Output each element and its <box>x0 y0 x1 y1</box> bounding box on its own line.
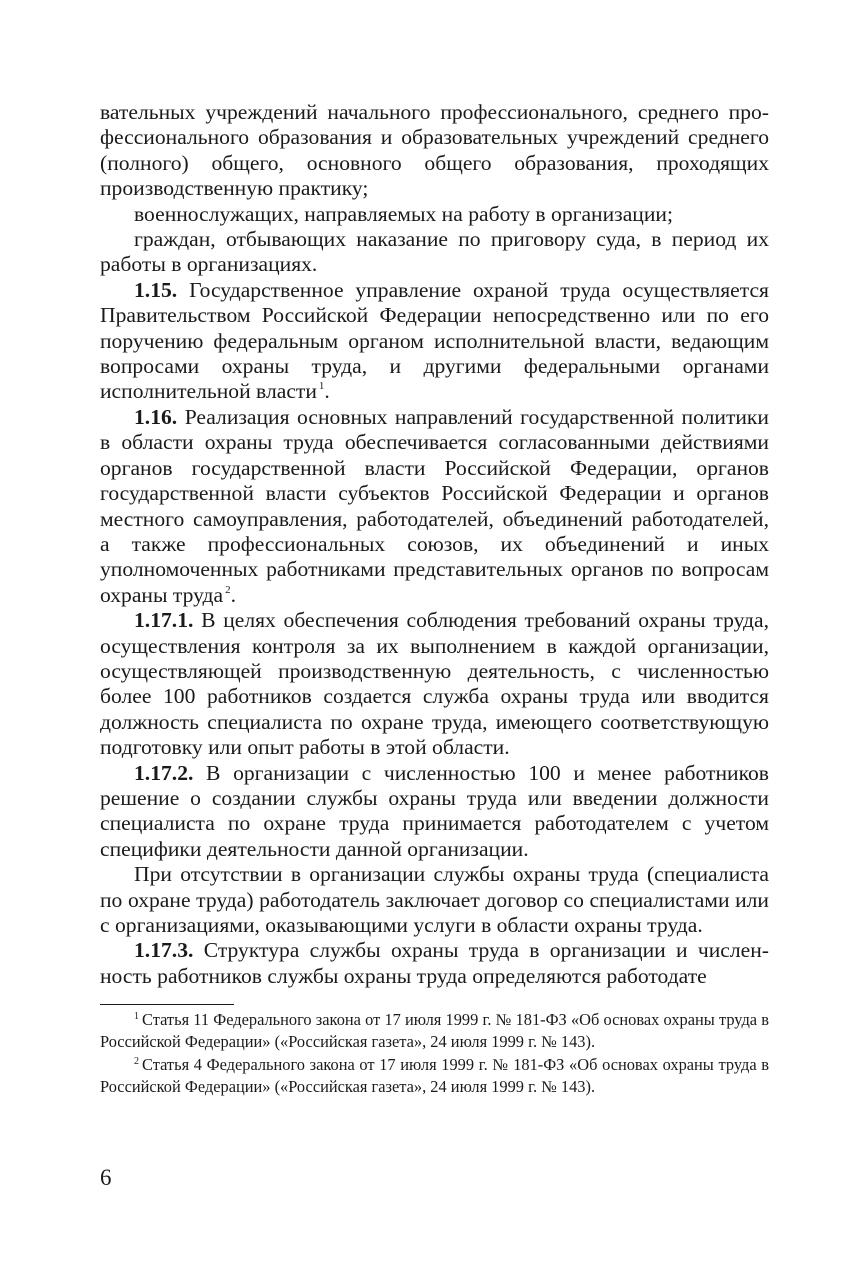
footnote-text: Статья 4 Федерального закона от 17 июля 1999 г. № 181-ФЗ «Об основах охраны труда в Российской Федерации» («Российская газета», 24 июля 1999 г. № 143). <box>100 1054 769 1096</box>
paragraph-1-17-1 <box>100 608 769 760</box>
footnote-2 <box>100 1054 769 1098</box>
paragraph-servicemen <box>100 202 769 227</box>
paragraph-text: вательных учреждений начального профессионального, среднего профессионального образования и образовательных учреждений среднего (полного) общего, основного общего образования, проходящих производственную практику; <box>100 100 769 201</box>
paragraph-text: В целях обеспечения соблюдения требований охраны труда, осуществления контроля за их выполнением в каждой организации, осуществляющей производственную деятельность, с численностью более 100 работников создается служба охраны труда или вводится должность специалиста по охране труда, имеющего соответствующую подготовку или опыт работы в этой области. <box>100 608 770 760</box>
paragraph-tail: . <box>230 582 237 607</box>
section-number: 1.17.2. <box>134 760 194 785</box>
paragraph-1-17-3 <box>100 938 769 989</box>
section-number: 1.16. <box>134 404 178 429</box>
section-number: 1.17.1. <box>134 608 194 633</box>
footnotes <box>100 1009 769 1098</box>
paragraph-text: Реализация основных направлений государственной политики в области охраны труда обеспечивается согласованными действиями органов государственной власти Российской Федерации, органов государственной власти субъектов Российской Федерации и органов местного самоуправления, работодателей, объединений работодателей, а также профессиональных союзов, их объединений и иных уполномоченных работниками представительных органов по вопросам охраны труда <box>100 404 769 607</box>
paragraph-contract <box>100 862 769 938</box>
paragraph-1-16 <box>100 405 769 608</box>
paragraph-convicts <box>100 227 769 278</box>
footnote-mark: 1 <box>134 1011 139 1023</box>
paragraph-text: В организации с численностью 100 и менее работников решение о создании службы охраны труда или введении должности специалиста по охране труда принимается работодателем с учетом специфики деятельности данной организации. <box>100 760 769 861</box>
footnote-divider <box>100 1004 234 1005</box>
page-content <box>100 100 769 1098</box>
footnote-ref: 1 <box>318 380 325 393</box>
section-number: 1.17.3. <box>134 938 194 963</box>
paragraph-text: Государственное управление охраной труда осуществляется Правительством Российской Федерации непосредственно или по его поручению федеральным органом исполнительной власти, ведающим вопросами охраны труда, и другими федеральными органами исполнительной власти <box>100 277 769 404</box>
footnote-text: Статья 11 Федерального закона от 17 июля 1999 г. № 181-ФЗ «Об основах охраны труда в Российской Федерации» («Российская газета», 24 июля 1999 г. № 143). <box>100 1010 769 1052</box>
paragraph-text: При отсутствии в организации службы охраны труда (специалиста по охране труда) работодатель заключает договор со специалистами или с организациями, оказывающими услуги в области охраны труда. <box>100 862 769 937</box>
section-number: 1.15. <box>134 277 178 302</box>
footnote-ref: 2 <box>225 583 231 596</box>
paragraph-text: граждан, отбывающих наказание по приговору суда, в период их работы в организациях. <box>100 227 769 277</box>
paragraph-1-15 <box>100 278 769 405</box>
paragraph-continuation <box>100 100 769 202</box>
page-number: 6 <box>100 1165 112 1190</box>
body-text <box>100 100 769 989</box>
paragraph-text: военнослужащих, направляемых на работу в организации; <box>134 201 673 226</box>
paragraph-tail: . <box>324 379 330 404</box>
paragraph-text: Структура службы охраны труда в организации и численность работников службы охраны труда определяются работодате <box>100 938 769 988</box>
footnote-mark: 2 <box>134 1055 139 1067</box>
paragraph-1-17-2 <box>100 761 769 863</box>
footnote-1 <box>100 1009 769 1053</box>
